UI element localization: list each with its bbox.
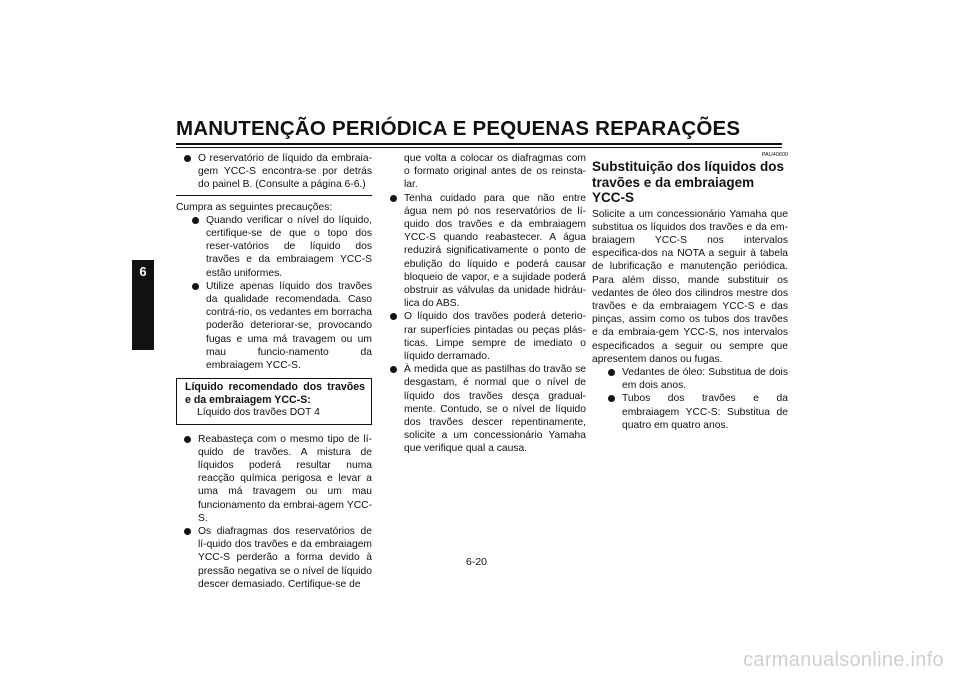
recommended-fluid-title: Líquido recomendado dos travões e da embraiagem YCC-S:: [185, 381, 365, 406]
bullet-item: [600, 392, 788, 432]
bullet-text: Quando verificar o nível do líquido, certifique-se de que o topo dos reser-vatórios de líquido dos travões e da embraiagem YCC-S estão uniformes.: [206, 214, 372, 279]
title-rule: [176, 143, 782, 145]
bullet-text: Tenha cuidado para que não entre água nem pó nos reservatórios de lí-quido dos travões e da embraiagem YCC-S quando reabastecer. A água reduzirá significativamente o ponto de ebulição do líquido e poderá causar bloqueio de vapor, e a sujidade poderá obstruir as válvulas da unidade hidráu-lica do ABS.: [404, 192, 586, 310]
bullet-text: Vedantes de óleo: Substitua de dois em dois anos.: [622, 366, 788, 392]
continuation-text: que volta a colocar os diafragmas com o formato original antes de os reinsta-lar.: [404, 153, 586, 191]
bullet-dot-icon: [192, 217, 199, 224]
bullet-dot-icon: [390, 195, 397, 202]
bullet-item: [176, 433, 372, 525]
bullet-dot-icon: [608, 395, 615, 402]
divider: [176, 195, 372, 196]
title-rule-thin: [176, 147, 782, 148]
bullet-text: À medida que as pastilhas do travão se desgastam, é normal que o nível de líquido dos travões desça gradual-mente. Contudo, se o nível de líquido dos travões descer repentinamente, solicite a um concessionário Yamaha que verifique qual a causa.: [404, 364, 586, 455]
column-1: [176, 152, 372, 591]
bullet-dot-icon: [390, 366, 397, 373]
section-paragraph: Solicite a um concessionário Yamaha que substitua os líquidos dos travões e da em-braiagem YCC-S nos intervalos especifica-dos na NOTA a seguir à tabela de lubrificação e manutenção periódica. Para além disso, mande substituir os vedantes de óleo dos cilindros mestre dos travões e da embraiagem YCC-S e das pinças, assim como os tubos dos travões e da embraia-gem YCC-S, nos intervalos especificados a seguir ou sempre que apresentem danos ou fugas.: [592, 208, 788, 365]
recommended-fluid-value: Líquido dos travões DOT 4: [197, 407, 320, 419]
bullet-dot-icon: [184, 528, 191, 535]
chapter-tab: 6: [132, 260, 154, 350]
bullet-dot-icon: [608, 369, 615, 376]
bullet-item: [184, 280, 372, 372]
bullet-text: Reabasteça com o mesmo tipo de lí-quido de travões. A mistura de líquidos poderá resultar numa reacção química perigosa e levar a uma má travagem ou um mau funcionamento da embrai-agem YCC-S.: [198, 433, 372, 524]
bullet-item: [390, 192, 586, 311]
bullet-item: [176, 152, 372, 192]
watermark: carmanualsonline.info: [743, 649, 944, 671]
bullet-item: [390, 363, 586, 455]
section-title: Substituição dos líquidos dos travões e da embraiagem YCC-S: [592, 159, 785, 205]
bullet-item: [184, 214, 372, 280]
bullet-item: [390, 310, 586, 363]
bullet-dot-icon: [184, 155, 191, 162]
recommended-fluid-box: [176, 378, 372, 424]
bullet-item: [600, 366, 788, 392]
column-2: [390, 152, 586, 456]
bullet-text: Tubos dos travões e da embraiagem YCC-S: Substitua de quatro em quatro anos.: [622, 393, 788, 431]
bullet-item: [176, 525, 372, 591]
bullet-dot-icon: [184, 436, 191, 443]
page-title: MANUTENÇÃO PERIÓDICA E PEQUENAS REPARAÇÕES: [176, 117, 741, 140]
bullet-text: O líquido dos travões poderá deterio-rar superfícies pintadas ou peças plás-ticas. Limpe sempre de imediato o líquido derramado.: [404, 311, 586, 363]
column-3: [592, 152, 788, 432]
bullet-dot-icon: [192, 283, 199, 290]
reference-code: PAU40600: [761, 152, 788, 158]
bullet-text: Utilize apenas líquido dos travões da qualidade recomendada. Caso contrá-rio, os vedantes em borracha poderão deteriorar-se, provocando fugas e uma má travagem ou um mau funcio-namento da embraiagem YCC-S.: [206, 280, 372, 372]
bullet-dot-icon: [390, 313, 397, 320]
page-number: 6-20: [466, 556, 488, 568]
bullet-text: Os diafragmas dos reservatórios de lí-quido dos travões e da embraiagem YCC-S perderão a forma devido à pressão negativa se o nível de líquido descer demasiado. Certifique-se de: [198, 526, 372, 590]
bullet-text: O reservatório de líquido da embraia-gem YCC-S encontra-se por detrás do painel B. (Consulte a página 6-6.): [198, 153, 372, 191]
precautions-intro: Cumpra as seguintes precauções:: [176, 201, 333, 213]
